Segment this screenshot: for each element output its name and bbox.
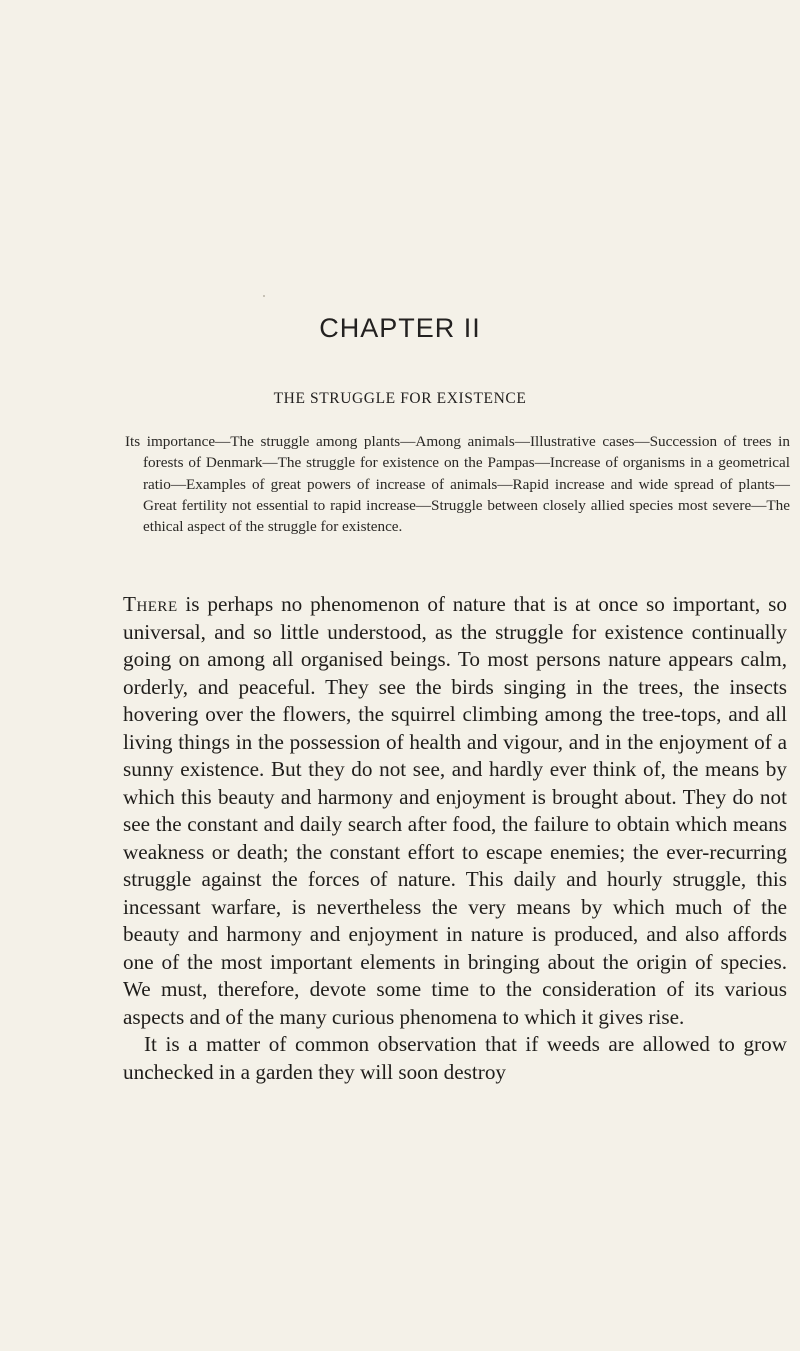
chapter-title: CHAPTER II: [319, 313, 481, 343]
lead-word: There: [123, 592, 178, 616]
paragraph-1: [123, 591, 787, 1031]
body-text: [123, 591, 787, 1086]
paragraph-2: It is a matter of common observation that if weeds are allowed to grow unchecked in a garden they will soon destroy: [123, 1032, 787, 1084]
chapter-synopsis: Its importance—The struggle among plants—Among animals—Illustrative cases—Succession of trees in forests of Denmark—The struggle for existence on the Pampas—Increase of organisms in a geometrical ratio—Examples of great powers of increase of animals—Rapid increase and wide spread of plants—Great fertility not essential to rapid increase—Struggle between closely allied species most severe—The ethical aspect of the struggle for existence.: [125, 433, 790, 536]
chapter-subtitle: THE STRUGGLE FOR EXISTENCE: [273, 390, 527, 407]
paper-speck: [263, 295, 265, 297]
paragraph-1-text: is perhaps no phenomenon of nature that is at once so important, so universal, and so little understood, as the struggle for existence continually going on among all organised beings. To most persons nature appears calm, orderly, and peaceful. They see the birds singing in the trees, the insects hovering over the flowers, the squirrel climbing among the tree-tops, and all living things in the possession of health and vigour, and in the enjoyment of a sunny existence. But they do not see, and hardly ever think of, the means by which this beauty and harmony and enjoyment is brought about. They do not see the constant and daily search after food, the failure to obtain which means weakness or death; the constant effort to escape enemies; the ever-recurring struggle against the forces of nature. This daily and hourly struggle, this incessant warfare, is nevertheless the very means by which much of the beauty and harmony and enjoyment in nature is produced, and also affords one of the most important elements in bringing about the origin of species. We must, therefore, devote some time to the consideration of its various aspects and of the many curious phenomena to which it gives rise.: [123, 592, 787, 1029]
